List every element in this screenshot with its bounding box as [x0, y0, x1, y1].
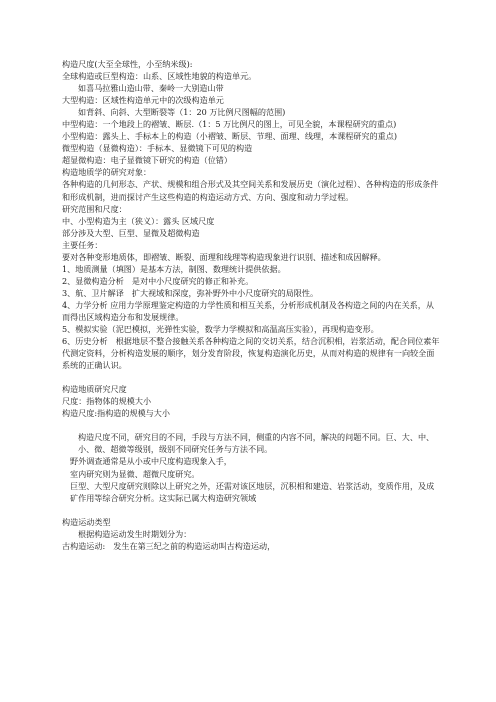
section-heading: 主要任务： [62, 239, 103, 250]
text-paragraph: 构造尺度不同，研究目的不同，手段与方法不同，侧重的内容不同，解决的问题不同。巨、大、中、小、微、超微等级别，级别不同研究任务与方法不同。 [78, 432, 435, 455]
text-line: 构造尺度:指构造的规模与大小 [62, 408, 170, 419]
section-heading: 研究范围和尺度： [62, 203, 127, 214]
text-paragraph: 小型构造：露头上、手标本上的构造（小褶皱、断层、节理、面理、线理，本课程研究的重点) [62, 131, 398, 142]
spacer [62, 419, 442, 431]
text-line: 野外调查通常是从小或中尺度构造现象入手， [70, 456, 232, 467]
text-line: 尺度：指物体的规模大小 [62, 396, 152, 407]
text-line: 构造尺度(大至全球性，小至纳米级): [62, 59, 193, 69]
list-item: 4、力学分析 应用力学原理鉴定构造的力学性质和相互关系，分析形成机制及各构造之间的内在关系，从而得出区域构造分布和发展规律。 [62, 299, 434, 322]
text-line: 室内研究则为显微、超微尺度研究。 [70, 468, 200, 479]
section-heading: 构造地质研究尺度 [62, 384, 127, 395]
text-line: 微型构造（显微构造）：手标本、显微镜下可见的构造 [62, 143, 253, 154]
spacer [62, 504, 442, 516]
text-line: 古构造运动: 发生在第三纪之前的构造运动叫古构造运动， [62, 540, 276, 551]
text-paragraph: 巨型、大型尺度研究则除以上研究之外，还需对该区地层，沉积相和建造、岩浆活动，变质作用，及成矿作用等综合研究分析。这实际已属大构造研究领域 [70, 480, 435, 503]
text-paragraph: 要对各种变形地质体，即褶皱、断裂、面理和线理等构造现象进行识别、描述和成因解释。 [62, 251, 386, 262]
document-body [62, 58, 442, 552]
text-line: 中、小型构造为主（狭义）：露头 区域尺度 [62, 215, 215, 226]
text-paragraph: 中型构造：一个地段上的褶皱、断层.（1：5 万比例尺的图上，可见全貌，本课程研究的重点) [62, 119, 397, 130]
text-line: 根据构造运动发生时期划分为： [78, 528, 192, 539]
section-heading: 构造地质学的研究对象： [62, 167, 152, 178]
list-item: 5、模拟实验（泥巴模拟，光弹性实验，数学力学模拟和高温高压实验），再现构造变形。 [62, 324, 379, 335]
text-line: 部分涉及大型、巨型、显微及超微构造 [62, 227, 200, 238]
list-item: 3、航、卫片解译 扩大视域和深度，弥补野外中小尺度研究的局限性。 [62, 287, 319, 298]
list-item: 6、历史分析 根据地层不整合接触关系各种构造之间的交切关系，结合沉积相，岩浆活动，配合同位素年代测定资料，分析构造发展的顺序，划分发育阶段，恢复构造演化历史，从而对构造的规律有一向较全面系统的正确认识。 [62, 336, 440, 371]
spacer [62, 371, 442, 383]
text-line: 如背斜、向斜、大型断裂等（1：20 万比例尺图幅的范围) [78, 107, 286, 118]
text-line: 大型构造：区域性构造单元中的次级构造单元 [62, 95, 224, 106]
text-line: 超显微构造：电子显微镜下研究的构造（位错） [62, 155, 232, 166]
text-line: 如喜马拉雅山造山带、秦岭一大别造山带 [78, 83, 224, 94]
section-heading: 构造运动类型 [62, 516, 111, 527]
list-item: 2、显微构造分析 是对中小尺度研究的修正和补充。 [62, 275, 254, 286]
list-item: 1、地质测量（填图）是基本方法，制图、数理统计提供依据。 [62, 263, 286, 274]
text-line: 全球构造或巨型构造：山系、区域性地貌的构造单元。 [62, 71, 257, 82]
text-paragraph: 各种构造的几何形态、产状、规模和组合形式及其空间关系和发展历史（演化过程）、各种构造的形成条件和形成机制，进而探讨产生这些构造的构造运动方式、方向、强度和动力学过程。 [62, 179, 439, 202]
